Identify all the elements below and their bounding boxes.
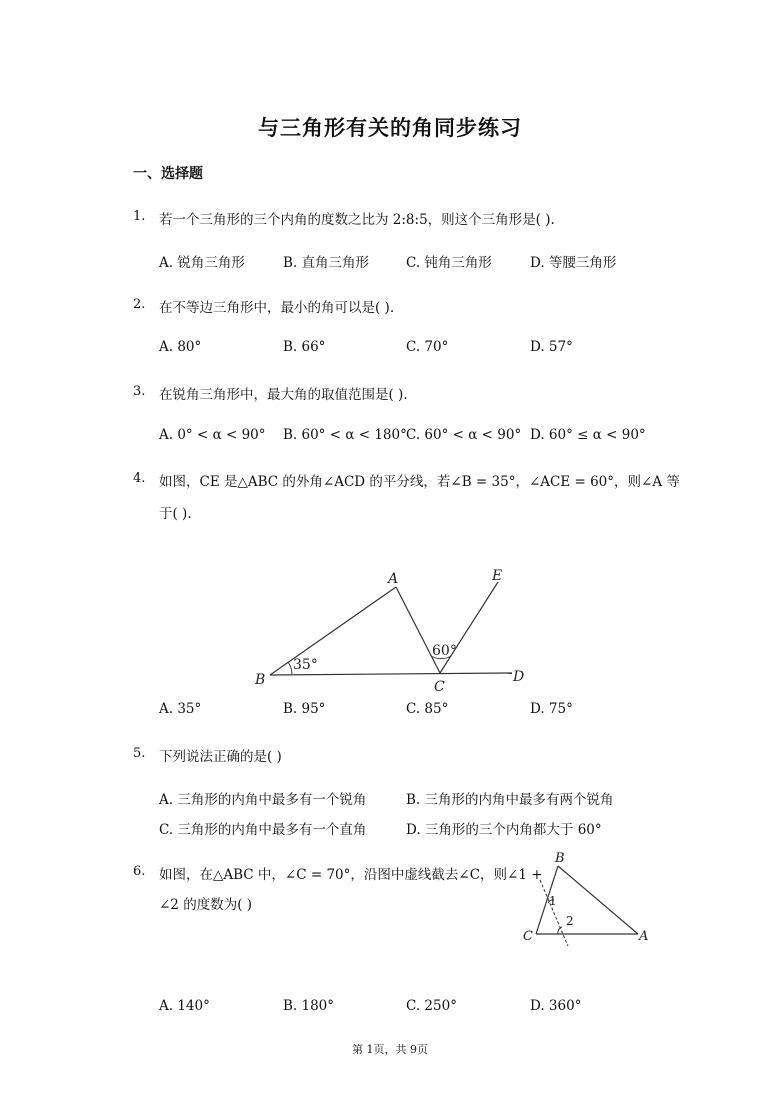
question-5-number: 5. (133, 746, 146, 761)
label-c: C (523, 929, 533, 944)
question-6-option-b: B. 180° (283, 998, 335, 1014)
question-4-figure (250, 562, 550, 695)
question-4-text-line1: 如图，CE 是△ABC 的外角∠ACD 的平分线，若∠B = 35°，∠ACE = 60°，则∠A 等 (159, 474, 680, 490)
page-title: 与三角形有关的角同步练习 (258, 115, 522, 140)
label-angle-2: 2 (566, 914, 574, 928)
question-2-option-b: B. 66° (283, 339, 326, 355)
question-1-option-d: D. 等腰三角形 (530, 255, 617, 271)
question-3-option-d: D. 60° ≤ α < 90° (530, 427, 646, 443)
question-1-text: 若一个三角形的三个内角的度数之比为 2:8:5，则这个三角形是( ). (159, 212, 555, 228)
label-angle-b: 35° (293, 657, 318, 673)
label-angle-c: 60° (432, 643, 457, 659)
label-angle-1: 1 (549, 894, 557, 908)
question-6-option-c: C. 250° (406, 998, 457, 1014)
page-footer: 第 1页，共 9页 (352, 1043, 428, 1056)
question-6-figure (518, 850, 658, 950)
question-2-option-a: A. 80° (159, 339, 202, 355)
label-b: B (255, 672, 266, 688)
segment-bc (270, 673, 512, 675)
label-e: E (492, 568, 503, 584)
question-6-option-a: A. 140° (159, 998, 210, 1014)
question-6-number: 6. (133, 864, 146, 879)
question-6-text-line1: 如图，在△ABC 中，∠C = 70°，沿图中虚线截去∠C，则∠1 + (159, 867, 543, 883)
question-6-option-d: D. 360° (530, 998, 582, 1014)
question-1-option-b: B. 直角三角形 (283, 255, 370, 271)
question-3-text: 在锐角三角形中，最大角的取值范围是( ). (159, 387, 408, 403)
segment-ba (270, 587, 396, 675)
cut-line (540, 880, 568, 946)
question-4-option-a: A. 35° (159, 701, 202, 717)
question-5-option-b: B. 三角形的内角中最多有两个锐角 (406, 792, 614, 808)
segment-ac (396, 587, 440, 673)
question-1-number: 1. (133, 209, 146, 224)
question-5-text: 下列说法正确的是( ) (159, 749, 282, 765)
question-4-option-c: C. 85° (406, 701, 449, 717)
question-2-option-d: D. 57° (530, 339, 573, 355)
question-6-text-line2: ∠2 的度数为( ) (159, 897, 253, 913)
question-3-option-c: C. 60° < α < 90° (406, 427, 522, 443)
question-1-option-c: C. 钝角三角形 (406, 255, 492, 271)
label-a: A (639, 929, 649, 944)
question-4-option-b: B. 95° (283, 701, 326, 717)
label-b: B (555, 851, 565, 866)
angle-2-arc (558, 927, 562, 934)
label-c: C (434, 679, 445, 695)
label-d: D (513, 669, 525, 685)
question-3-option-b: B. 60° < α < 180° (283, 427, 407, 443)
question-2-number: 2. (133, 297, 146, 312)
label-a: A (388, 571, 399, 587)
question-4-option-d: D. 75° (530, 701, 573, 717)
section-heading: 一、选择题 (133, 166, 203, 182)
question-2-text: 在不等边三角形中，最小的角可以是( ). (159, 300, 395, 316)
question-1-option-a: A. 锐角三角形 (159, 255, 245, 271)
angle-b-arc (288, 662, 292, 674)
question-3-option-a: A. 0° < α < 90° (159, 427, 266, 443)
segment-ce (440, 582, 498, 673)
question-5-option-d: D. 三角形的三个内角都大于 60° (406, 822, 602, 838)
question-5-option-c: C. 三角形的内角中最多有一个直角 (159, 822, 367, 838)
question-3-number: 3. (133, 384, 146, 399)
question-4-number: 4. (133, 471, 146, 486)
question-4-text-line2: 于( ). (159, 506, 192, 522)
question-5-option-a: A. 三角形的内角中最多有一个锐角 (159, 792, 367, 808)
question-2-option-c: C. 70° (406, 339, 449, 355)
